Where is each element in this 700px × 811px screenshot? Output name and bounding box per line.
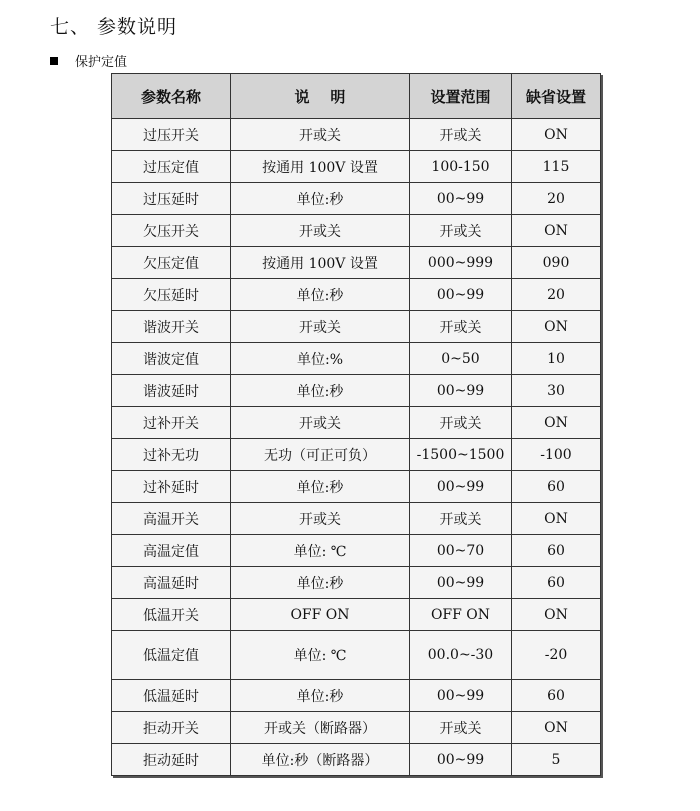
default-cell: 60 [512, 471, 601, 503]
table-row [112, 119, 601, 151]
default-cell: -20 [512, 631, 601, 680]
description-cell: 单位:秒 [231, 375, 410, 407]
description-cell: 单位:% [231, 343, 410, 375]
default-cell: ON [512, 712, 601, 744]
default-cell: ON [512, 599, 601, 631]
table-row [112, 712, 601, 744]
description-cell: 按通用 100V 设置 [231, 247, 410, 279]
table-row [112, 183, 601, 215]
description-cell: 开或关 [231, 215, 410, 247]
range-cell: 开或关 [410, 712, 512, 744]
default-cell: 60 [512, 567, 601, 599]
range-cell: 开或关 [410, 215, 512, 247]
description-cell: 无功（可正可负） [231, 439, 410, 471]
description-cell: 单位:秒 [231, 680, 410, 712]
table-row [112, 375, 601, 407]
param-name-cell: 低温开关 [112, 599, 231, 631]
description-cell: 单位:秒 [231, 183, 410, 215]
range-cell: 00~99 [410, 183, 512, 215]
param-name-cell: 过压定值 [112, 151, 231, 183]
range-cell: 00.0~-30 [410, 631, 512, 680]
table-row [112, 279, 601, 311]
range-cell: 开或关 [410, 407, 512, 439]
table-header-row [112, 74, 601, 119]
table-row [112, 439, 601, 471]
header-default: 缺省设置 [512, 74, 601, 119]
default-cell: ON [512, 407, 601, 439]
range-cell: 00~99 [410, 567, 512, 599]
default-cell: 5 [512, 744, 601, 776]
protection-settings-table [111, 73, 601, 776]
description-cell: 单位:秒 [231, 567, 410, 599]
param-name-cell: 欠压开关 [112, 215, 231, 247]
section-title: 七、 参数说明 [50, 16, 178, 38]
range-cell: 00~99 [410, 375, 512, 407]
default-cell: ON [512, 119, 601, 151]
range-cell: 开或关 [410, 119, 512, 151]
square-bullet-icon [50, 57, 58, 65]
param-name-cell: 过补开关 [112, 407, 231, 439]
subsection-label: 保护定值 [75, 55, 128, 70]
param-name-cell: 低温定值 [112, 631, 231, 680]
description-cell: 按通用 100V 设置 [231, 151, 410, 183]
default-cell: ON [512, 503, 601, 535]
default-cell: 090 [512, 247, 601, 279]
table-row [112, 343, 601, 375]
table-row [112, 407, 601, 439]
default-cell: 115 [512, 151, 601, 183]
param-name-cell: 高温开关 [112, 503, 231, 535]
description-cell: 单位: ℃ [231, 631, 410, 680]
table-row [112, 151, 601, 183]
description-cell: 开或关 [231, 503, 410, 535]
param-name-cell: 过压延时 [112, 183, 231, 215]
param-name-cell: 拒动开关 [112, 712, 231, 744]
table-row [112, 503, 601, 535]
description-cell: 开或关 [231, 119, 410, 151]
default-cell: 20 [512, 279, 601, 311]
param-name-cell: 谐波定值 [112, 343, 231, 375]
range-cell: 000~999 [410, 247, 512, 279]
description-cell: 开或关（断路器） [231, 712, 410, 744]
param-name-cell: 欠压延时 [112, 279, 231, 311]
param-name-cell: 高温定值 [112, 535, 231, 567]
default-cell: ON [512, 215, 601, 247]
default-cell: 60 [512, 535, 601, 567]
param-name-cell: 拒动延时 [112, 744, 231, 776]
header-description: 说 明 [231, 74, 410, 119]
param-name-cell: 高温延时 [112, 567, 231, 599]
param-name-cell: 过压开关 [112, 119, 231, 151]
table-row [112, 567, 601, 599]
table-row [112, 680, 601, 712]
header-param-name: 参数名称 [112, 74, 231, 119]
table-row [112, 599, 601, 631]
range-cell: 开或关 [410, 311, 512, 343]
param-name-cell: 过补延时 [112, 471, 231, 503]
range-cell: 00~99 [410, 471, 512, 503]
range-cell: OFF ON [410, 599, 512, 631]
param-name-cell: 欠压定值 [112, 247, 231, 279]
description-cell: 单位:秒 [231, 471, 410, 503]
range-cell: 开或关 [410, 503, 512, 535]
range-cell: 00~99 [410, 279, 512, 311]
default-cell: 20 [512, 183, 601, 215]
table-row [112, 215, 601, 247]
default-cell: 60 [512, 680, 601, 712]
default-cell: -100 [512, 439, 601, 471]
param-name-cell: 谐波开关 [112, 311, 231, 343]
range-cell: 0~50 [410, 343, 512, 375]
range-cell: 00~70 [410, 535, 512, 567]
range-cell: 00~99 [410, 680, 512, 712]
table-row [112, 471, 601, 503]
range-cell: -1500~1500 [410, 439, 512, 471]
table-row [112, 631, 601, 680]
subsection-title [50, 51, 127, 70]
param-name-cell: 谐波延时 [112, 375, 231, 407]
description-cell: 单位: ℃ [231, 535, 410, 567]
range-cell: 00~99 [410, 744, 512, 776]
default-cell: 10 [512, 343, 601, 375]
header-range: 设置范围 [410, 74, 512, 119]
description-cell: 开或关 [231, 311, 410, 343]
description-cell: OFF ON [231, 599, 410, 631]
range-cell: 100-150 [410, 151, 512, 183]
description-cell: 开或关 [231, 407, 410, 439]
description-cell: 单位:秒（断路器） [231, 744, 410, 776]
table-row [112, 535, 601, 567]
default-cell: ON [512, 311, 601, 343]
description-cell: 单位:秒 [231, 279, 410, 311]
param-name-cell: 低温延时 [112, 680, 231, 712]
table-row [112, 744, 601, 776]
table-row [112, 311, 601, 343]
param-name-cell: 过补无功 [112, 439, 231, 471]
default-cell: 30 [512, 375, 601, 407]
table-row [112, 247, 601, 279]
